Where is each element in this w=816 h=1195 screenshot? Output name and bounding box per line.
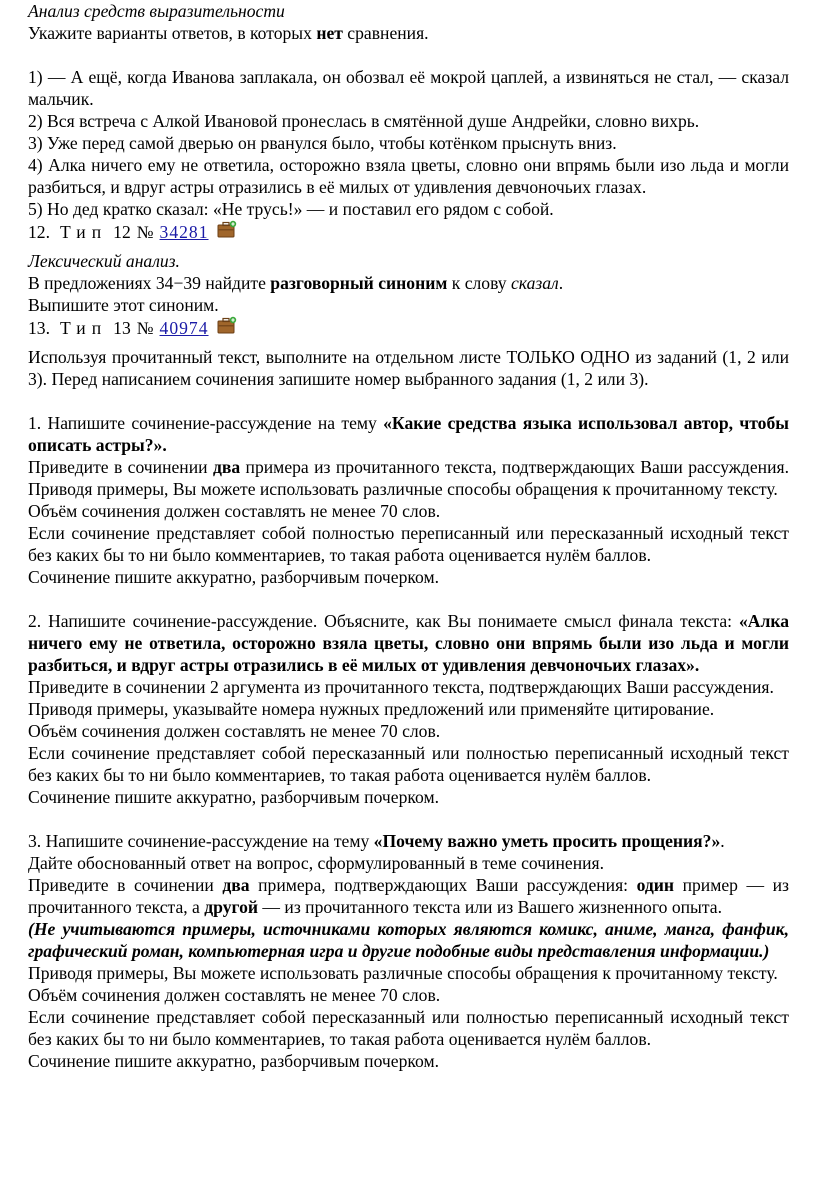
essay-task-3-note: (Не учитываются примеры, источниками которых являются комикс, аниме, манга, фанфик, графический роман, компьютерная игра и другие подобные виды представления информации.) [28, 919, 789, 961]
essay-task-2-text: Приводя примеры, указывайте номера нужных предложений или применяйте цитирование. [28, 699, 715, 719]
essay-task-3-text: Если сочинение представляет собой пересказанный или полностью переписанный исходный текст без каких бы то ни было комментариев, то такая работа оценивается нулём баллов. [28, 1007, 789, 1049]
answer-option: 2) Вся встреча с Алкой Ивановой пронеслась в смятённой душе Андрейки, словно вихрь. [28, 111, 700, 131]
answer-option: 1) — А ещё, когда Иванова заплакала, он обозвал её мокрой цаплей, а извиняться не стал, — сказал мальчик. [28, 67, 789, 109]
essay-task-2-text: Сочинение пишите аккуратно, разборчивым почерком. [28, 787, 440, 807]
answer-option: 5) Но дед кратко сказал: «Не трусь!» — и поставил его рядом с собой. [28, 199, 554, 219]
essay-intro: Используя прочитанный текст, выполните на отдельном листе ТОЛЬКО ОДНО из заданий (1, 2 или 3). Перед написанием сочинения запишите номер выбранного задания (1, 2 или 3). [28, 347, 789, 389]
task12-instruction: Укажите варианты ответов, в которых нет сравнения. [28, 23, 429, 43]
task13-instruction-line2: Выпишите этот синоним. [28, 295, 219, 315]
essay-task-3-topic: 3. Напишите сочинение-рассуждение на тему «Почему важно уметь просить прощения?». [28, 831, 725, 851]
essay-task-3-text: Дайте обоснованный ответ на вопрос, сформулированный в теме сочинения. [28, 853, 605, 873]
essay-task-2-text: Приведите в сочинении 2 аргумента из прочитанного текста, подтверждающих Ваши рассуждения. [28, 677, 774, 697]
essay-task-2-text: Объём сочинения должен составлять не менее 70 слов. [28, 721, 441, 741]
task13-instruction: В предложениях 34−39 найдите разговорный синоним к слову сказал. [28, 273, 564, 293]
briefcase-icon[interactable] [217, 316, 237, 340]
essay-task-3-text: Объём сочинения должен составлять не менее 70 слов. [28, 985, 441, 1005]
task-13-meta: 13. Тип 13 № 40974 [28, 316, 789, 340]
essay-task-1-text: Объём сочинения должен составлять не менее 70 слов. [28, 501, 441, 521]
task-12-meta: 12. Тип 12 № 34281 [28, 220, 789, 244]
task-id-link[interactable]: 40974 [159, 318, 209, 338]
answer-option: 4) Алка ничего ему не ответила, осторожно взяла цветы, словно они впрямь были изо льда и могли разбиться, и вдруг астры отразились в её милых от удивления девчоночьих глазах. [28, 155, 789, 197]
task-id-link[interactable]: 34281 [159, 222, 209, 242]
section-heading-expressive-means: Анализ средств выразительности [28, 1, 285, 21]
essay-task-1-text: Приведите в сочинении два примера из прочитанного текста, подтверждающих Ваши рассуждения. Приводя примеры, Вы можете использовать различные способы обращения к прочитанному тексту. [28, 457, 790, 499]
essay-task-1-text: Если сочинение представляет собой полностью переписанный или пересказанный исходный текст без каких бы то ни было комментариев, то такая работа оценивается нулём баллов. [28, 523, 789, 565]
answer-option: 3) Уже перед самой дверью он рванулся было, чтобы котёнком прыснуть вниз. [28, 133, 617, 153]
essay-task-1-topic: 1. Напишите сочинение-рассуждение на тему «Какие средства языка использовал автор, чтобы описать астры?». [28, 413, 789, 455]
essay-task-3-text: Приведите в сочинении два примера, подтверждающих Ваши рассуждения: один пример — из прочитанного текста, а другой — из прочитанного текста или из Вашего жизненного опыта. [28, 875, 789, 917]
essay-task-3-text: Сочинение пишите аккуратно, разборчивым почерком. [28, 1051, 440, 1071]
essay-task-2-text: Если сочинение представляет собой пересказанный или полностью переписанный исходный текст без каких бы то ни было комментариев, то такая работа оценивается нулём баллов. [28, 743, 789, 785]
essay-task-2-topic: 2. Напишите сочинение-рассуждение. Объясните, как Вы понимаете смысл финала текста: «Алка ничего ему не ответила, осторожно взяла цветы, словно они впрямь были изо льда и могли разбиться, и вдруг астры отразились в её милых от удивления девчоночьих глазах». [28, 611, 789, 675]
briefcase-icon[interactable] [217, 220, 237, 244]
essay-task-1-text: Сочинение пишите аккуратно, разборчивым почерком. [28, 567, 440, 587]
section-heading-lexical: Лексический анализ. [28, 251, 180, 271]
essay-task-3-text: Приводя примеры, Вы можете использовать различные способы обращения к прочитанному тексту. [28, 963, 778, 983]
